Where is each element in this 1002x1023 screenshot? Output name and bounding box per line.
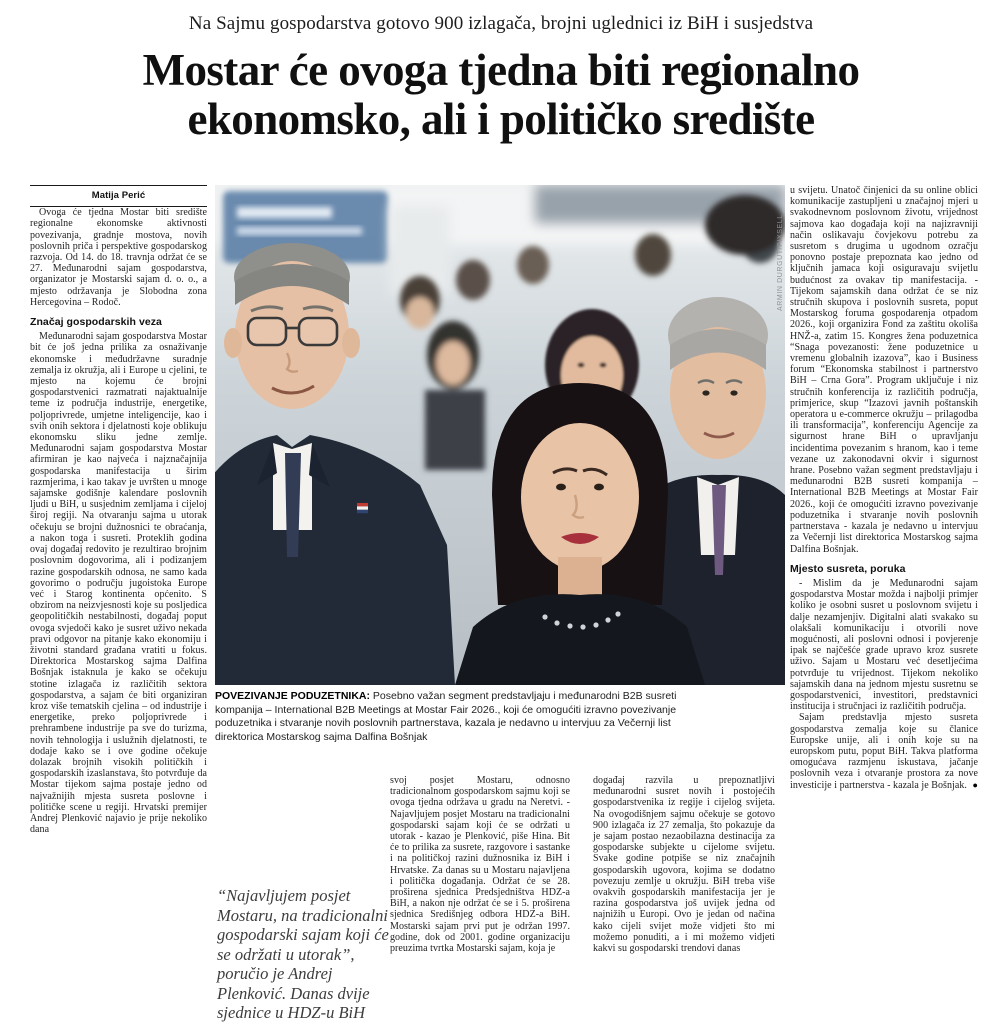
pull-quote: “Najavljujem posjet Mostaru, na tradicionalni gospodarski sajam koji će se održati u utorak”, poručio je Andrej Plenković. Danas dvije sjednice u HDZ-u BiH [217, 886, 389, 1022]
headline [0, 46, 1002, 144]
left-paragraph-2: Međunarodni sajam gospodarstva Mostar bit će još jedna prilika za osnaživanje ekonomske i međudržavne suradnje zemalja iz okružja, ali i Europe u cjelini, te mjesto na kojemu će brojni gospodarstvenici razmatrati najaktualnije teme iz područja industrije, energetike, poljoprivrede, umjetne inteligencije, kao i svih onih sektora i djelatnosti koje oblikuju ekonomsku sliku jedne zemlje. Međunarodni sajam gospodarstva Mostar afirmiran je kao najveća i najznačajnija gospodarska manifestacija u širim razmjerima, i kao takav je uvršten u mnoge sajamske godišnje kalendare poslovnih ljudi u BiH, u susjednim zemljama i cijeloj široj regiji. Na otvaranju sajma u utorak očekuju se brojni dužnosnici te obraćanja, a nakon toga i susreti. Proteklih godina ovaj događaj redovito je rezultirao brojnim poslovnim dogovorima, ali i podizanjem razine gospodarskih odnosa, ne samo kada govorimo o području jugoistoka Europe već i Starog kontinenta općenito. S obzirom na neizvjesnosti koje su posljedica geopolitičkih nestabilnosti, događaj poput ovoga svjedoči kako je susret uživo nekada pravi odgovor na pitanje kako ekonomiju i životni standard građana vratiti u fokus. Direktorica Mostarskog sajma Dalfina Bošnjak istaknula je kako se očekuju stotine izlagača iz različitih sektora gospodarstva, a sajam će biti organiziran kroz više tematskih cjelina – od industrije i energetike, preko poljoprivrede i prehrambene industrije pa sve do turizma, novih tehnologija i uslužnih djelatnosti, te dodaje kako se i ove godine očekuje dolazak brojnih visokih političkih i gospodarskih izaslanstava, što potvrđuje da Mostar tijekom sajma postaje jedno od najvažnijih mjesta susreta poslovne i političke scene u regiji. Hrvatski premijer Andrej Plenković najavio je prije nekoliko dana [30, 331, 207, 836]
right-subhead: Mjesto susreta, poruka [790, 562, 906, 575]
byline: Matija Perić [91, 190, 146, 201]
left-column [30, 185, 207, 835]
left-paragraph-1: Ovoga će tjedna Mostar biti središte regionalne ekonomske aktivnosti povezivanja, gradnje mostova, novih poslovnih priča i perspektive gospodarskog razvoja. Od 14. do 18. travnja održat će se 27. Međunarodni sajam gospodarstva, organizator je Mostarski sajam d. o. o., a mjesto održavanja je Slobodna zona Hercegovina – Rodoč. [30, 207, 207, 308]
caption-text: Posebno važan segment predstavljaju i međunarodni B2B susreti kompanija – International B2B Meetings at Mostar Fair 2026., koji će omogućiti izravno povezivanje poduzetnika i stvaranje novih poslovnih partnerstava, kazala je nedavno u intervjuu za Večernji list direktorica Mostarskog sajma Dalfina Bošnjak [215, 690, 677, 743]
article-photo [215, 185, 785, 685]
middle-column-a [390, 775, 570, 954]
middle-a-paragraph: svoj posjet Mostaru, odnosno tradicionalnom gospodarskom sajmu koji se ovoga tjedna održava u gradu na Neretvi. - Najavljujem posjet Mostaru na tradicionalni gospodarski sajam koji će se održati u utorak - kazao je Plenković, piše Hina. Bit će to prilika za susrete, razgovore i sastanke i na političkoj razini dužnosnika iz BiH i Hrvatske. Za danas su u Mostaru najavljena i politička događanja. Održat će se 28. proširena sjednica Predsjedništva HDZ-a BiH, a nakon nje održat će se i 5. proširena sjednica Središnjeg odbora HDZ-a BiH. Mostarski sajam prvi put je održan 1997. godine, dok od 2001. godine organizaciju preuzima tvrtka Mostarski sajam, koja je [390, 775, 570, 955]
right-paragraph-3 [790, 712, 978, 790]
right-paragraph-3-text: Sajam predstavlja mjesto susreta gospodarstva zemalja koje su članice Europske unije, ali i onih koje su na europskom putu, poput BiH. Takva platforma omogućava razmjenu iskustava, jačanje poslovnih veza i otvaranje prostora za nove investicije i partnerstva - kazala je Bošnjak. [790, 712, 978, 791]
caption-lead: POVEZIVANJE PODUZETNIKA: [215, 690, 370, 702]
left-subhead: Značaj gospodarskih veza [30, 316, 162, 329]
article-end-mark: ● [972, 779, 978, 790]
right-paragraph-2: - Mislim da je Međunarodni sajam gospodarstva Mostar možda i najbolji primjer koliko je osobni susret u poslovnom svijetu i dalje nezamjenjiv. Digitalni alati svakako su olakšali komunikaciju i otvorili nove mogućnosti, ali poslovni odnosi i povjerenje ipak se najčešće grade upravo kroz susrete uživo. Sajam u Mostaru već desetljećima potvrđuje tu vrijednost. Tijekom nekoliko sajamskih dana na jednom mjestu susretnu se gospodarstvenici, investitori, predstavnici institucija i stručnjaci iz različitih područja. [790, 577, 978, 713]
flag-pin-icon [357, 503, 368, 513]
photo-caption [215, 690, 677, 744]
headline-line-2: ekonomsko, ali i političko središte [187, 94, 815, 144]
right-paragraph-1: u svijetu. Unatoč činjenici da su online oblici komunikacije zastupljeni u značajnoj mjeri u svakodnevnom poslovnom životu, vrijednost sajmova kao događaja koji na najizravniji način oslikavaju čovjekovu potrebu za susretom s drugima u ugodnom ozračju ponovno postaje prepoznata kao jedno od ključnih jamaca koji osiguravaju svijetlu budućnost za ovakav tip manifestacija. - Tijekom sajamskih dana održat će se niz stručnih skupova i poslovnih susreta, poput Mostarskog foruma gospodarenja otpadom 2026., koji organizira Fond za zaštitu okoliša HNŽ-a, zatim 15. Kongres žena poduzetnica “Snaga povezanosti: žene poduzetnice u vremenu globalnih izazova”, kao i Business forum “Ekonomska stabilnost i partnerstvo BiH – Crna Gora”. Program uključuje i niz stručnih konferencija iz različitih područja, primjerice, skup “Izazovi javnih poštanskih operatora u e-commerce okružju – prilagodba ili transformacija”, konferenciju Agencije za sigurnost hrane BiH o upravljanju incidentima povezanim s hranom, kao i teme vezane uz zakonodavni okvir i sigurnost hrane. Posebno važan segment predstavljaju i međunarodni B2B susreti kompanija – International B2B Meetings at Mostar Fair 2026., koji će omogućiti izravno povezivanje poduzetnika i stvaranje novih poslovnih partnerstava - kazala je nedavno u intervjuu za Večernji list direktorica Mostarskog sajma Dalfina Bošnjak. [790, 185, 978, 555]
middle-column-b [593, 775, 775, 954]
right-column [790, 185, 978, 1023]
middle-b-paragraph: događaj razvila u prepoznatljivi međunarodni susret novih i postojećih gospodarstvenika iz regije i cijelog svijeta. Na ovogodišnjem sajmu očekuje se gotovo 900 izlagača iz 27 zemalja, što pokazuje da je sajam postao nezaobilazna destinacija za gospodarske subjekte u cijelome svijetu. Svake godine potpiše se niz značajnih gospodarskih ugovora, kojima se dodatno povezuju zemlje u okružju. BiH treba više ovakvih gospodarskih manifestacija jer je razina gospodarstva još uvijek jedna od najnižih u Europi. Ovo je jedan od načina kako cijeli svijet može vidjeti što mi možemo ponuditi, a i mi možemo vidjeti kakvi su gospodarski trendovi danas [593, 775, 775, 955]
photo-credit: ARMIN DURGUT/PIXSELL [777, 214, 784, 311]
headline-line-1: Mostar će ovoga tjedna biti regionalno [142, 45, 860, 95]
article-photo-illustration [215, 185, 785, 685]
kicker: Na Sajmu gospodarstva gotovo 900 izlagača, brojni uglednici iz BiH i susjedstva [188, 13, 814, 34]
